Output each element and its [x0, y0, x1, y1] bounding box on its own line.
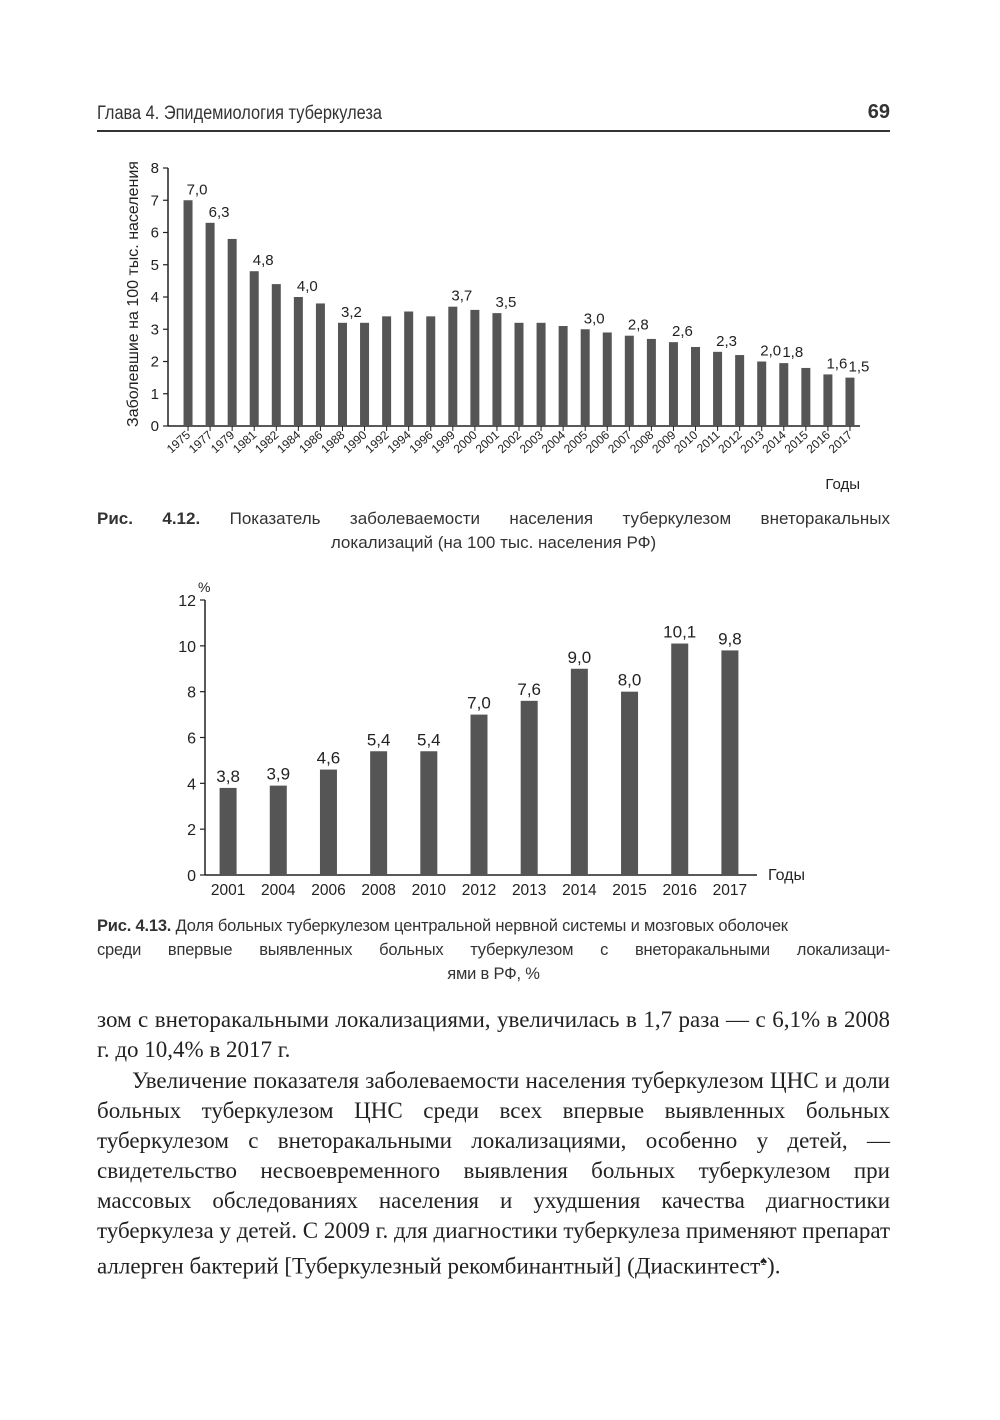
figure-label: Рис. 4.13. — [97, 917, 172, 935]
data-label: 9,0 — [567, 647, 592, 667]
data-label: 2,6 — [672, 323, 693, 341]
y-tick-label: 4 — [150, 289, 159, 306]
data-label: 2,0 — [760, 342, 782, 360]
bar — [571, 669, 588, 875]
caption-text: Доля больных туберкулезом центральной нервной системы и мозговых оболочек — [175, 917, 788, 935]
y-tick-label: 4 — [187, 776, 196, 794]
x-tick-label: 2010 — [671, 427, 701, 457]
x-tick-label: 2003 — [516, 427, 547, 457]
data-label: 1,6 — [826, 355, 848, 373]
data-label: 5,4 — [416, 730, 441, 750]
x-tick-label: 2008 — [361, 882, 396, 899]
bar — [270, 786, 287, 875]
data-label: 3,2 — [341, 303, 362, 321]
x-tick-label: 2000 — [450, 427, 480, 457]
x-tick-label: 2009 — [649, 427, 679, 457]
y-tick-label: 8 — [150, 160, 159, 177]
x-tick-label: 2012 — [715, 427, 745, 457]
x-tick-label: 1981 — [230, 427, 260, 457]
spade-mark: ♠ — [760, 1253, 768, 1268]
bar — [521, 701, 538, 875]
x-tick-label: 2001 — [210, 882, 246, 899]
x-axis-label: Годы — [768, 867, 805, 884]
data-label: 2,8 — [627, 316, 649, 334]
bar — [671, 644, 688, 875]
y-tick-label: 0 — [187, 868, 196, 885]
bar — [370, 751, 387, 875]
x-tick-label: 1984 — [274, 427, 304, 457]
chapter-title: Глава 4. Эпидемиология туберкулеза — [97, 103, 382, 124]
y-tick-label: 8 — [187, 684, 196, 702]
data-label: 3,0 — [583, 310, 605, 328]
x-tick-label: 1996 — [406, 427, 436, 457]
x-tick-label: 1992 — [362, 427, 392, 457]
data-label: 4,0 — [296, 278, 318, 295]
x-tick-label: 2001 — [472, 427, 502, 457]
data-label: 3,5 — [495, 294, 517, 312]
data-label: 5,4 — [366, 730, 391, 750]
caption-text: локализаций (на 100 тыс. населения РФ) — [330, 533, 657, 552]
figure-label: Рис. 4.12. — [97, 509, 201, 528]
y-tick-label: 6 — [150, 224, 159, 242]
y-tick-label: 1 — [150, 385, 159, 403]
x-tick-label: 2016 — [803, 427, 833, 457]
x-tick-label: 2002 — [494, 427, 525, 457]
figure-caption-4-13 — [97, 914, 890, 986]
x-tick-label: 2012 — [461, 882, 497, 899]
y-tick-label: 2 — [150, 353, 159, 371]
data-label: 1,5 — [848, 358, 870, 376]
y-axis-label: Заболевшие на 100 тыс. населения — [125, 161, 142, 427]
data-label: 9,8 — [718, 629, 742, 649]
body-paragraph: зом с внеторакальными локализациями, увеличилась в 1,7 раза — с 6,1% в 2008 г. до 10,4% в 2017 г. — [97, 1007, 890, 1062]
x-tick-label: 2010 — [411, 882, 447, 899]
x-tick-label: 2015 — [612, 882, 647, 899]
x-tick-label: 2013 — [737, 427, 767, 457]
x-tick-label: 1994 — [384, 427, 414, 457]
data-label: 1,8 — [782, 344, 804, 362]
x-tick-label: 2014 — [562, 882, 597, 899]
x-tick-label: 2006 — [311, 882, 346, 899]
x-tick-label: 2006 — [583, 427, 613, 457]
body-paragraph — [97, 1066, 890, 1282]
x-tick-label: 1977 — [185, 427, 216, 457]
x-tick-label: 2017 — [825, 427, 855, 457]
bar — [721, 650, 738, 875]
y-tick-label: 10 — [178, 638, 196, 656]
data-label: 3,8 — [216, 766, 240, 786]
data-label: 10,1 — [663, 622, 697, 642]
data-label: 4,8 — [252, 252, 274, 270]
y-tick-label: 12 — [178, 593, 196, 610]
x-tick-label: 2007 — [605, 427, 635, 457]
y-tick-label: 5 — [150, 256, 159, 274]
data-label: 3,9 — [266, 764, 291, 784]
y-tick-label: 2 — [187, 822, 196, 840]
caption-text: Показатель заболеваемости населения туберкулезом внеторакальных — [229, 509, 890, 528]
x-tick-label: 2017 — [712, 882, 748, 899]
caption-text: ями в РФ, % — [447, 965, 540, 983]
x-tick-label: 2014 — [759, 427, 789, 457]
x-tick-label: 2004 — [261, 882, 296, 899]
paragraph-end: ). — [767, 1253, 781, 1279]
data-label: 7,0 — [186, 181, 208, 199]
data-label: 7,0 — [467, 693, 491, 713]
data-label: 8,0 — [617, 670, 642, 690]
x-tick-label: 2013 — [511, 882, 547, 899]
y-tick-label: 0 — [150, 418, 159, 435]
bar — [420, 751, 437, 875]
bar — [471, 715, 488, 875]
bar — [320, 770, 337, 875]
x-tick-label: 2011 — [694, 427, 723, 456]
x-tick-label: 1988 — [318, 427, 348, 457]
page-number: 69 — [867, 101, 890, 123]
x-tick-label: 2005 — [560, 427, 591, 457]
y-tick-label: 6 — [187, 730, 196, 748]
data-label: 2,3 — [716, 332, 738, 350]
x-tick-label: 1990 — [340, 427, 370, 457]
x-tick-label: 1975 — [163, 427, 194, 457]
y-tick-label: 7 — [150, 192, 159, 210]
bar — [220, 788, 237, 875]
y-axis-unit: % — [198, 579, 211, 595]
data-label: 3,7 — [451, 287, 473, 305]
data-label: 4,6 — [316, 748, 341, 768]
x-tick-label: 2004 — [538, 427, 569, 457]
data-label: 7,6 — [517, 679, 542, 699]
paragraph-text: Увеличение показателя заболеваемости населения туберкулезом ЦНС и доли больных туберкулезом ЦНС среди всех впервые выявленных больных туберкулезом с внеторакальными локализациями, особенно у детей, — свидетельство несвоевременного выявления больных туберкулезом при массовых обследованиях населения и ухудшения качества диагностики туберкулеза у детей. С 2009 г. для диагностики туберкулеза применяют препарат аллерген бактерий [Туберкулезный рекомбинантный] (Диаскинтест — [97, 1068, 890, 1279]
x-tick-label: 2015 — [781, 427, 811, 457]
x-tick-label: 1982 — [252, 427, 282, 457]
x-tick-label: 1999 — [428, 427, 458, 457]
x-tick-label: 2008 — [627, 427, 657, 457]
x-tick-label: 1979 — [207, 427, 238, 457]
x-tick-label: 1986 — [296, 427, 326, 457]
x-axis-label: Годы — [825, 476, 860, 493]
bar — [621, 692, 638, 875]
x-tick-label: 2016 — [662, 882, 697, 899]
y-tick-label: 3 — [150, 321, 159, 339]
data-label: 6,3 — [208, 203, 230, 221]
caption-text: среди впервые выявленных больных туберкулезом с внеторакальными локализаци- — [97, 941, 890, 959]
